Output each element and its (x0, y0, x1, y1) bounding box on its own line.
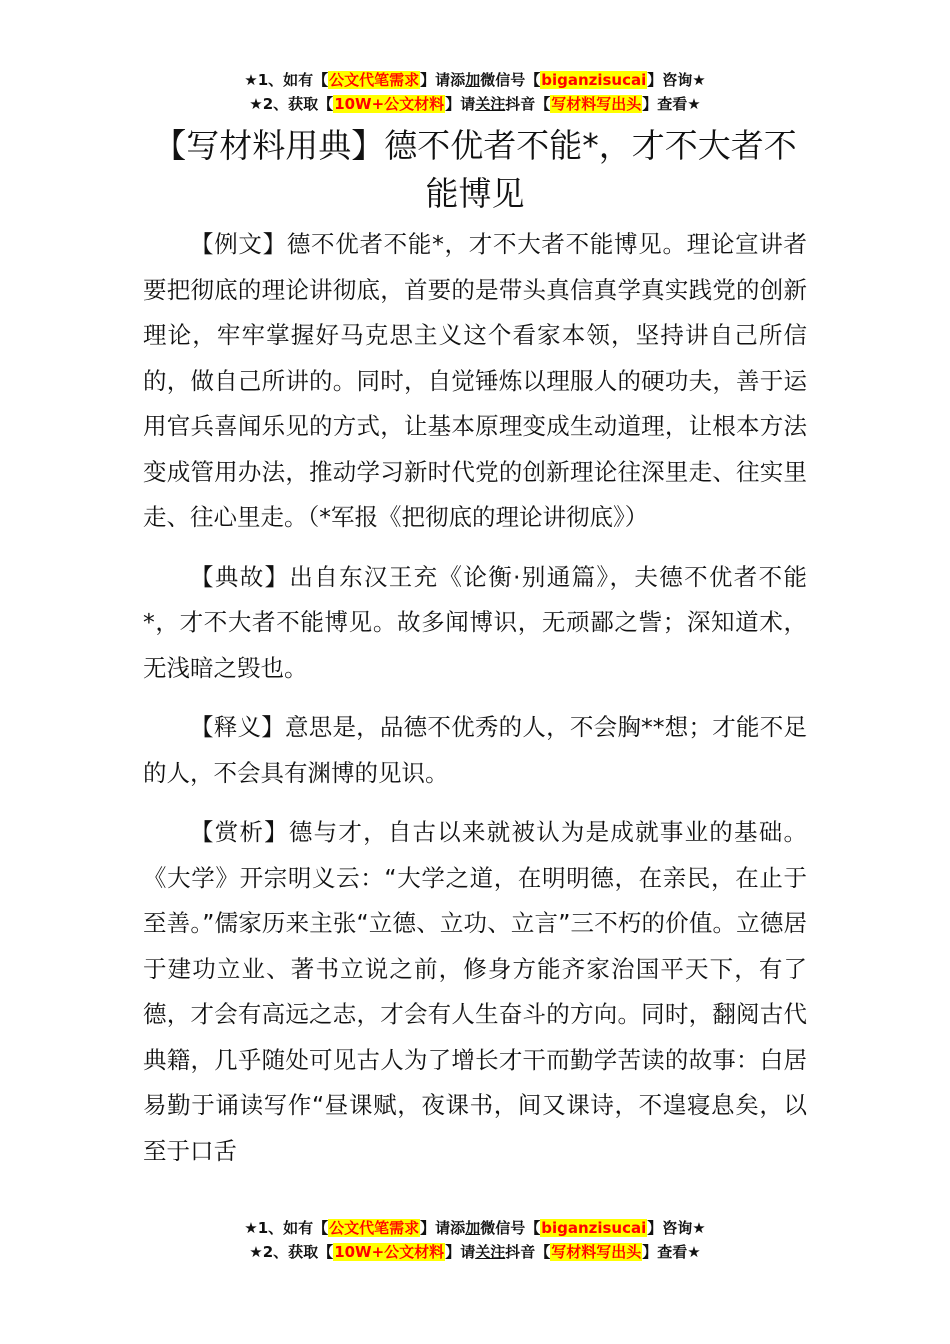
banner-line-1: ★1、如有【公文代笔需求】请添加微信号【biganzisucai】咨询★ (244, 71, 706, 89)
paragraph-example: 【例文】德不优者不能*，才不大者不能博见。理论宣讲者要把彻底的理论讲彻底，首要的是带头真信真学真实践党的创新理论，牢牢掌握好马克思主义这个看家本领，坚持讲自己所信的，做自己所讲的。同时，自觉锤炼以理服人的硬功夫，善于运用官兵喜闻乐见的方式，让基本原理变成生动道理，让根本方法变成管用办法，推动学习新时代党的创新理论往深里走、往实里走、往心里走。（*军报《把彻底的理论讲彻底》） (143, 230, 807, 531)
footer-line-1: ★1、如有【公文代笔需求】请添加微信号【biganzisucai】咨询★ (244, 1219, 706, 1237)
footer-banner (0, 1216, 950, 1264)
banner-highlight-douyin: 写材料写出头 (551, 95, 642, 113)
footer-highlight-materials: 10W+公文材料 (334, 1243, 445, 1261)
footer-highlight-douyin: 写材料写出头 (551, 1243, 642, 1261)
banner-highlight-service: 公文代笔需求 (329, 71, 420, 89)
header-banner (0, 68, 950, 116)
banner-highlight-wechat-id: biganzisucai (541, 71, 647, 89)
paragraph-source: 【典故】出自东汉王充《论衡·别通篇》，夫德不优者不能*，才不大者不能博见。故多闻博识，无顽鄙之訾；深知道术，无浅暗之毁也。 (143, 562, 807, 682)
footer-line-2: ★2、获取【10W+公文材料】请关注抖音【写材料写出头】查看★ (249, 1243, 701, 1261)
paragraph-meaning: 【释义】意思是，品德不优秀的人，不会胸**想；才能不足的人，不会具有渊博的见识。 (143, 713, 807, 787)
page-title: 【写材料用典】德不优者不能*，才不大者不能博见 (153, 126, 797, 213)
footer-highlight-service: 公文代笔需求 (329, 1219, 420, 1237)
paragraph-analysis: 【赏析】德与才，自古以来就被认为是成就事业的基础。《大学》开宗明义云：“大学之道，在明明德，在亲民，在止于至善。”儒家历来主张“立德、立功、立言”三不朽的价值。立德居于建功立业、著书立说之前，修身方能齐家治国平天下，有了德，才会有高远之志，才会有人生奋斗的方向。同时，翻阅古代典籍，几乎随处可见古人为了增长才干而勤学苦读的故事：白居易勤于诵读写作“昼课赋，夜课书，间又课诗，不遑寝息矣，以至于口舌 (143, 818, 807, 1165)
document-body (143, 222, 807, 1188)
banner-highlight-materials: 10W+公文材料 (334, 95, 445, 113)
footer-highlight-wechat-id: biganzisucai (541, 1219, 647, 1237)
banner-line-2: ★2、获取【10W+公文材料】请关注抖音【写材料写出头】查看★ (249, 95, 701, 113)
